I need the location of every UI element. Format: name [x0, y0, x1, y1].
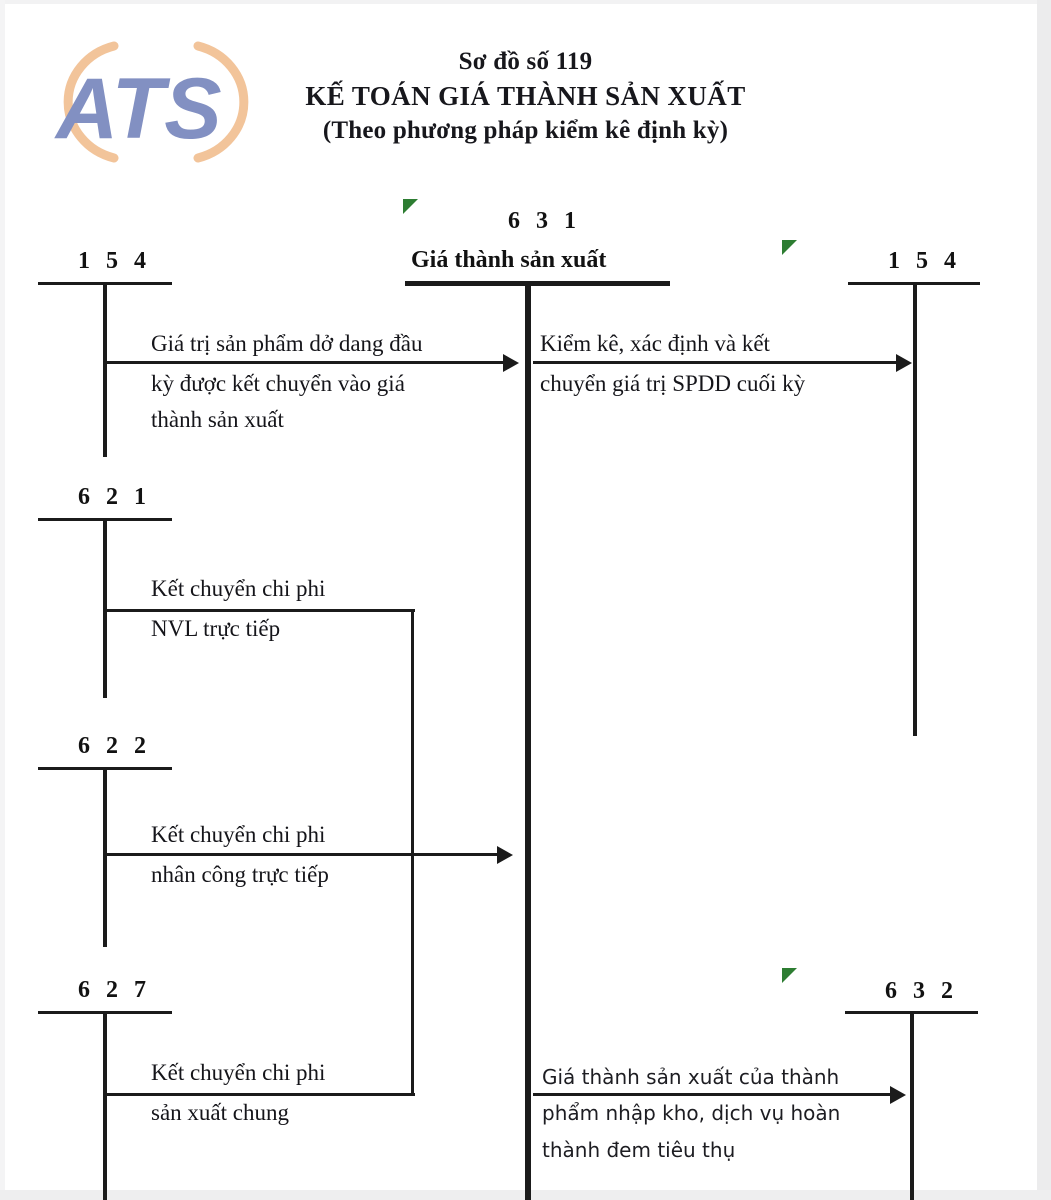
- flow-label-3-line1: Kết chuyển chi phi: [151, 576, 326, 601]
- account-code-621: 6 2 1: [78, 484, 151, 510]
- flow-arrow-line-6: [533, 1093, 896, 1096]
- t-account-stem-631: [525, 281, 531, 1200]
- account-code-154-left: 1 5 4: [78, 248, 151, 274]
- account-code-631: 6 3 1: [508, 208, 581, 234]
- flow-arrow-line-5: [107, 1093, 415, 1096]
- flow-arrowhead-6: [890, 1086, 906, 1104]
- ats-watermark-text: ATS: [56, 61, 222, 157]
- account-code-627: 6 2 7: [78, 977, 151, 1003]
- flow-label-4-line1: Kết chuyển chi phi: [151, 822, 326, 847]
- flow-label-6-line1: Giá thành sản xuất của thành: [542, 1065, 840, 1089]
- flow-arrowhead-2: [896, 354, 912, 372]
- account-code-622: 6 2 2: [78, 733, 151, 759]
- flow-arrow-line-1: [107, 361, 511, 364]
- flow-arrowhead-4: [497, 846, 513, 864]
- t-account-bar-631: [405, 281, 670, 286]
- t-account-stem-154-right: [913, 282, 917, 736]
- flow-arrow-line-4: [107, 853, 499, 856]
- account-code-632: 6 3 2: [885, 978, 958, 1004]
- t-account-stem-627: [103, 1011, 107, 1200]
- green-marker-icon: [782, 240, 797, 255]
- flow-label-4-line2: nhân công trực tiếp: [151, 862, 329, 887]
- account-name-631: Giá thành sản xuất: [411, 247, 607, 273]
- green-marker-icon: [782, 968, 797, 983]
- flow-label-5-line1: Kết chuyển chi phi: [151, 1060, 326, 1085]
- flow-arrow-line-2: [533, 361, 903, 364]
- flow-label-5-line2: sản xuất chung: [151, 1100, 289, 1125]
- flow-label-6-line2: phẩm nhập kho, dịch vụ hoàn: [542, 1101, 841, 1125]
- t-account-stem-621: [103, 518, 107, 698]
- t-account-stem-632: [910, 1011, 914, 1200]
- page-edge-right: [1037, 0, 1051, 1200]
- flow-label-1-line3: thành sản xuất: [151, 407, 284, 432]
- diagram-subtitle: (Theo phương pháp kiểm kê định kỳ): [322, 117, 729, 144]
- flow-arrow-line-3: [107, 609, 415, 612]
- diagram-title: KẾ TOÁN GIÁ THÀNH SẢN XUẤT: [305, 81, 746, 111]
- t-account-stem-154-left: [103, 282, 107, 457]
- flow-arrowhead-1: [503, 354, 519, 372]
- green-marker-icon: [403, 199, 418, 214]
- t-account-stem-622: [103, 767, 107, 947]
- diagram-number: Sơ đồ số 119: [458, 48, 593, 75]
- flow-label-2-line1: Kiểm kê, xác định và kết: [540, 331, 770, 356]
- page-edge-top: [0, 0, 1051, 4]
- flow-label-6-line3: thành đem tiêu thụ: [542, 1138, 736, 1162]
- account-code-154-right: 1 5 4: [888, 248, 961, 274]
- title-block: [0, 48, 1051, 145]
- flow-label-2-line2: chuyển giá trị SPDD cuối kỳ: [540, 371, 806, 396]
- flow-label-1-line1: Giá trị sản phẩm dở dang đầu: [151, 331, 423, 356]
- flow-label-3-line2: NVL trực tiếp: [151, 616, 281, 641]
- flow-label-1-line2: kỳ được kết chuyển vào giá: [151, 371, 405, 396]
- page-edge-left: [0, 0, 5, 1200]
